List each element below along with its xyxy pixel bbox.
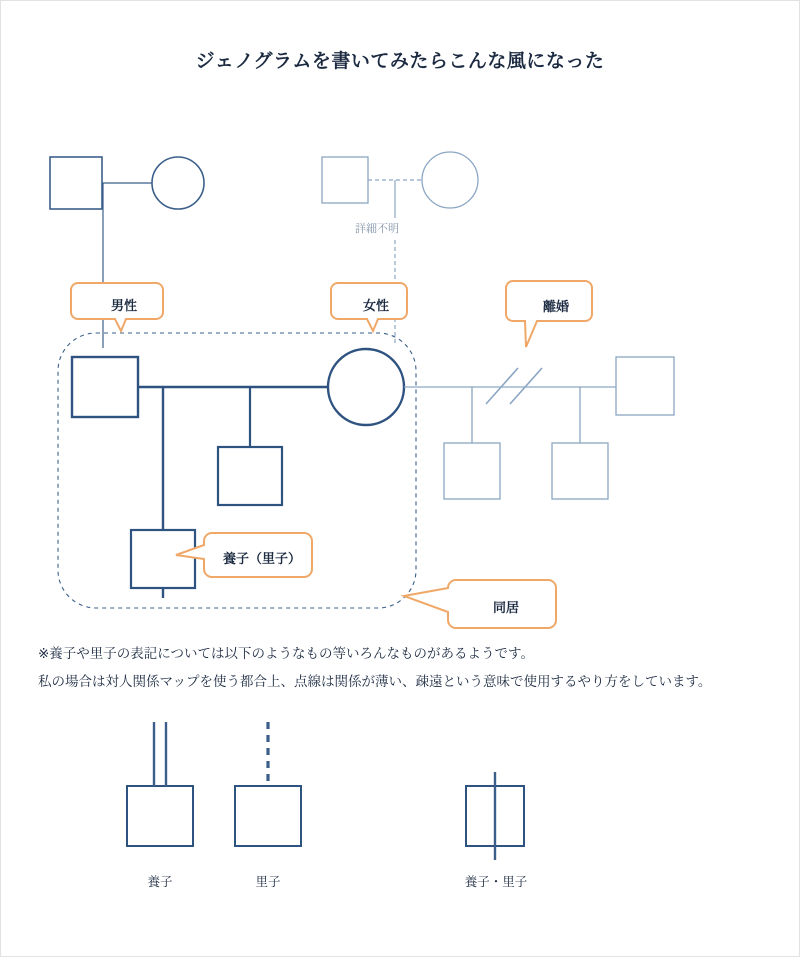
callout-label-divorce: 離婚 <box>542 299 569 314</box>
annotation-unknown-details: 詳細不明 <box>355 223 399 235</box>
legend-satogo-square <box>235 786 301 846</box>
page-title: ジェノグラムを書いてみたらこんな風になった <box>195 51 605 72</box>
legend-label-satogo: 里子 <box>255 875 281 889</box>
shape-ex-partner-square <box>616 357 674 415</box>
shape-adopted-child-square <box>131 530 195 588</box>
shape-mother-circle <box>328 349 404 425</box>
shape-right-child-2 <box>552 443 608 499</box>
shape-unknown-square <box>322 157 368 203</box>
note-line-2: 私の場合は対人関係マップを使う都合上、点線は関係が薄い、疎遠という意味で使用するやり方をしています。 <box>38 674 712 689</box>
callout-label-adopted: 養子（里子） <box>222 551 301 566</box>
divorce-slash-2 <box>510 368 542 404</box>
legend-label-yoshi-satogo: 養子・里子 <box>464 875 528 889</box>
shape-right-child-1 <box>444 443 500 499</box>
legend-label-yoshi: 養子 <box>147 875 173 889</box>
shape-child-square <box>218 447 282 505</box>
callout-label-female: 女性 <box>362 298 389 313</box>
legend-yoshi-square <box>127 786 193 846</box>
shape-grandmother-circle <box>152 157 204 209</box>
shape-grandfather-square <box>50 157 102 209</box>
note-line-1: ※養子や里子の表記については以下のようなもの等いろんなものがあるようです。 <box>38 646 534 661</box>
shape-father-square <box>72 357 138 417</box>
callout-label-male: 男性 <box>110 298 137 313</box>
divorce-slash-1 <box>486 368 518 404</box>
shape-unknown-circle <box>422 152 478 208</box>
callout-label-cohabit: 同居 <box>492 600 519 615</box>
